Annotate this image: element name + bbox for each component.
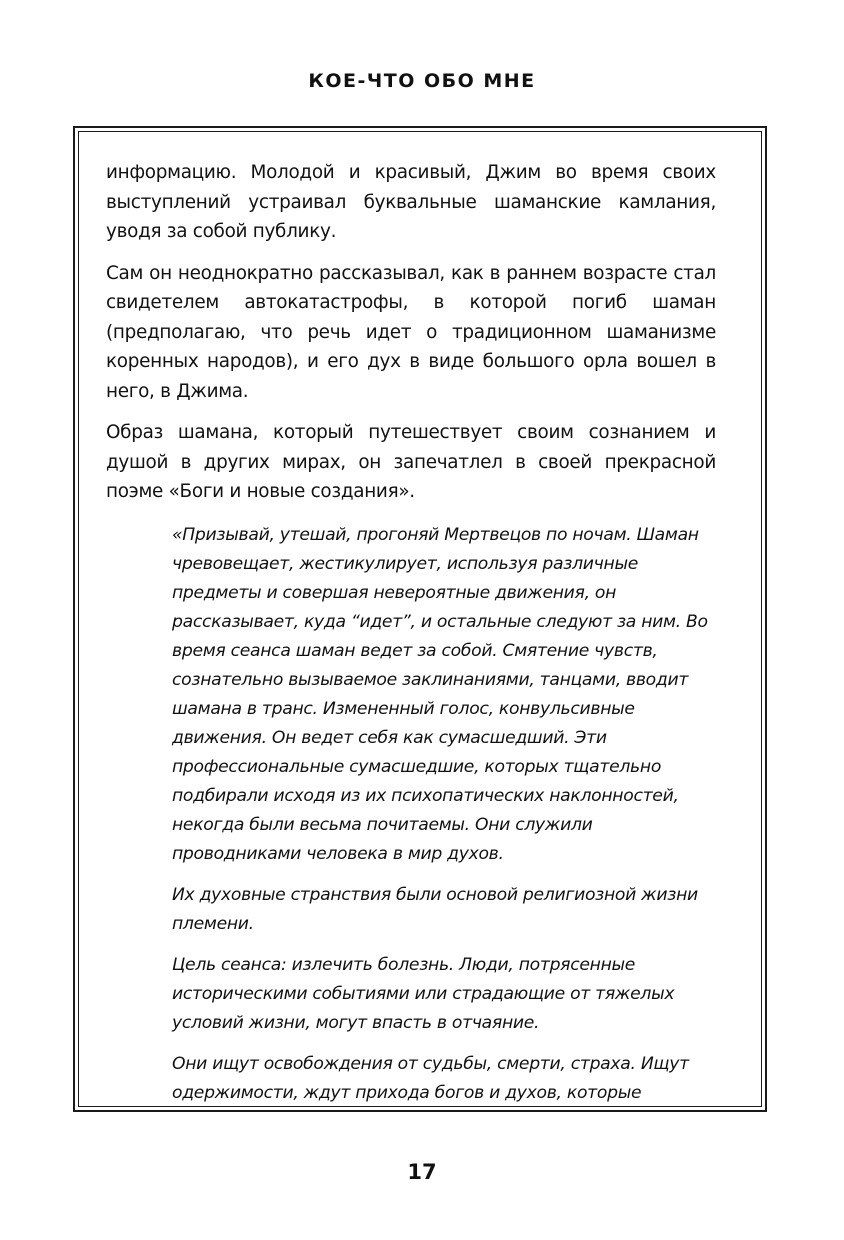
- poem-quote: [172, 521, 708, 1108]
- paragraph: Сам он неоднократно рассказывал, как в раннем возрасте стал свидетелем автокатастрофы, в которой погиб шаман (предполагаю, что речь идет о традиционном шаманизме коренных народов), и его дух в виде большого орла вошел в него, в Джима.: [106, 262, 716, 402]
- quote-paragraph: Они ищут освобождения от судьбы, смерти, страха. Ищут одержимости, ждут прихода богов и духов, которые: [172, 1053, 689, 1103]
- paragraph: информацию. Молодой и красивый, Джим во время своих выступлений устраивал буквальные шаманские камлания, уводя за собой публику.: [106, 162, 716, 242]
- quote-paragraph: «Призывай, утешай, прогоняй Мертвецов по ночам. Шаман чревовещает, жестикулирует, используя различные предметы и совершая невероятные движения, он рассказывает, куда “идет”, и остальные следуют за ним. Во время сеанса шаман ведет за собой. Смятение чувств, сознательно вызываемое заклинаниями, танцами, вводит шамана в транс. Измененный голос, конвульсивные движения. Он ведет себя как сумасшедший. Эти профессиональные сумасшедшие, которых тщательно подбирали исходя из их психопатических наклонностей, некогда были весьма почитаемы. Они служили проводниками человека в мир духов.: [172, 524, 708, 864]
- quote-paragraph: Их духовные странствия были основой религиозной жизни племени.: [172, 884, 698, 934]
- running-head-title: КОЕ-ЧТО ОБО МНЕ: [308, 70, 536, 92]
- paragraph: Образ шамана, который путешествует своим сознанием и душой в других мирах, он запечатлел в своей прекрасной поэме «Боги и новые создания».: [106, 422, 716, 502]
- quote-paragraph: Цель сеанса: излечить болезнь. Люди, потрясенные историческими событиями или страдающие от тяжелых условий жизни, могут впасть в отчаяние.: [172, 954, 675, 1033]
- page-number: 17: [407, 1160, 437, 1184]
- page-content: [106, 158, 716, 1120]
